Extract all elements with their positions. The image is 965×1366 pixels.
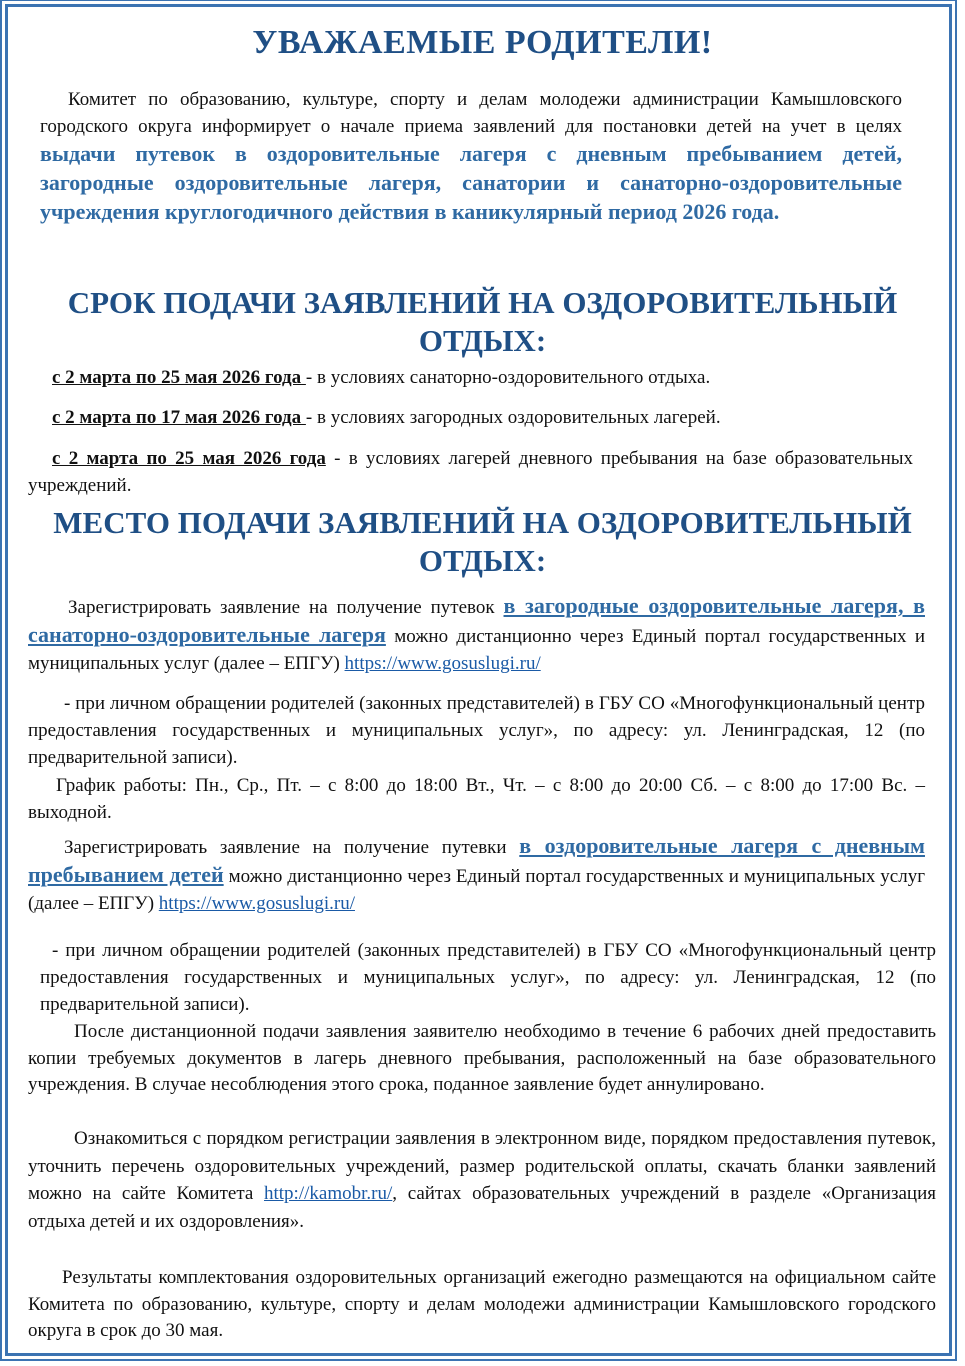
- place-paragraph-4: [28, 832, 925, 917]
- p4-tail: можно дистанционно через Единый портал государственных и муниципальных услуг (далее – ЕПГУ): [28, 866, 925, 914]
- deadlines-heading: СРОК ПОДАЧИ ЗАЯВЛЕНИЙ НА ОЗДОРОВИТЕЛЬНЫЙ ОТДЫХ:: [67, 285, 898, 358]
- place-paragraph-2: - при личном обращении родителей (законных представителей) в ГБУ СО «Многофункциональный центр предоставления государственных и муниципальных услуг», по адресу: ул. Ленинградская, 12 (по предварительной записи).: [28, 693, 925, 768]
- deadline-item: [52, 364, 922, 391]
- place-paragraph-7: [28, 1125, 936, 1235]
- deadline-date: с 2 марта по 25 мая 2026 года: [52, 448, 326, 469]
- deadline-text: - в условиях лагерей дневного пребывания на базе образовательных учреждений.: [28, 448, 913, 496]
- place-paragraph-8: Результаты комплектования оздоровительных организаций ежегодно размещаются на официальном сайте Комитета по образованию, культуре, спорту и делам молодежи администрации Камышловского городского округа в срок до 30 мая.: [28, 1267, 936, 1341]
- intro-text: Комитет по образованию, культуре, спорту и делам молодежи администрации Камышловского городского округа информирует о начале приема заявлений для постановки детей на учет в целях: [40, 89, 902, 137]
- kamobr-link[interactable]: http://kamobr.ru/: [264, 1183, 393, 1204]
- place-heading: МЕСТО ПОДАЧИ ЗАЯВЛЕНИЙ НА ОЗДОРОВИТЕЛЬНЫЙ ОТДЫХ:: [53, 505, 912, 578]
- place-paragraph-6: После дистанционной подачи заявления заявителю необходимо в течение 6 рабочих дней предоставить копии требуемых документов в лагерь дневного пребывания, расположенный на базе образовательного учреждения. В случае несоблюдения этого срока, поданное заявление будет аннулировано.: [28, 1021, 936, 1095]
- gosuslugi-link[interactable]: https://www.gosuslugi.ru/: [344, 653, 541, 674]
- deadline-item: [52, 404, 922, 431]
- p1-highlight: в загородные оздоровительные лагеря, в санаторно-оздоровительные лагеря: [28, 593, 925, 647]
- schedule-paragraph: График работы: Пн., Ср., Пт. – с 8:00 до 18:00 Вт., Чт. – с 8:00 до 20:00 Сб. – с 8:00 до 17:00 Вс. – выходной.: [28, 775, 925, 823]
- deadline-text: - в условиях санаторно-оздоровительного отдыха.: [305, 367, 711, 388]
- p4-text: Зарегистрировать заявление на получение путевки: [64, 837, 520, 858]
- page-title: УВАЖАЕМЫЕ РОДИТЕЛИ!: [252, 24, 713, 61]
- deadline-item: [28, 445, 913, 499]
- intro-highlight: выдачи путевок в оздоровительные лагеря с дневным пребыванием детей, загородные оздоровительные лагеря, санатории и санаторно-оздоровительные учреждения круглогодичного действия в каникулярный период 2026 года.: [40, 141, 902, 224]
- p1-tail: можно дистанционно через Единый портал государственных и муниципальных услуг (далее – ЕПГУ): [28, 626, 925, 674]
- deadline-date: с 2 марта по 25 мая 2026 года: [52, 367, 306, 388]
- p4-highlight: в оздоровительные лагеря с дневным пребыванием детей: [28, 833, 925, 887]
- p7-tail: , сайтах образовательных учреждений в разделе «Организация отдыха детей и их оздоровления».: [28, 1183, 936, 1232]
- p7-text: Ознакомиться с порядком регистрации заявления в электронном виде, порядком предоставления путевок, уточнить перечень оздоровительных учреждений, размер родительской оплаты, скачать бланки заявлений можно на сайте Комитета: [28, 1128, 936, 1204]
- place-paragraph-1: [28, 592, 925, 677]
- intro-paragraph: [40, 86, 902, 227]
- deadline-text: - в условиях загородных оздоровительных лагерей.: [305, 407, 721, 428]
- p1-text: Зарегистрировать заявление на получение путевок: [68, 597, 504, 618]
- deadline-date: с 2 марта по 17 мая 2026 года: [52, 407, 306, 428]
- gosuslugi-link[interactable]: https://www.gosuslugi.ru/: [158, 893, 355, 914]
- place-paragraph-5: - при личном обращении родителей (законных представителей) в ГБУ СО «Многофункциональный центр предоставления государственных и муниципальных услуг», по адресу: ул. Ленинградская, 12 (по предварительной записи).: [40, 940, 936, 1015]
